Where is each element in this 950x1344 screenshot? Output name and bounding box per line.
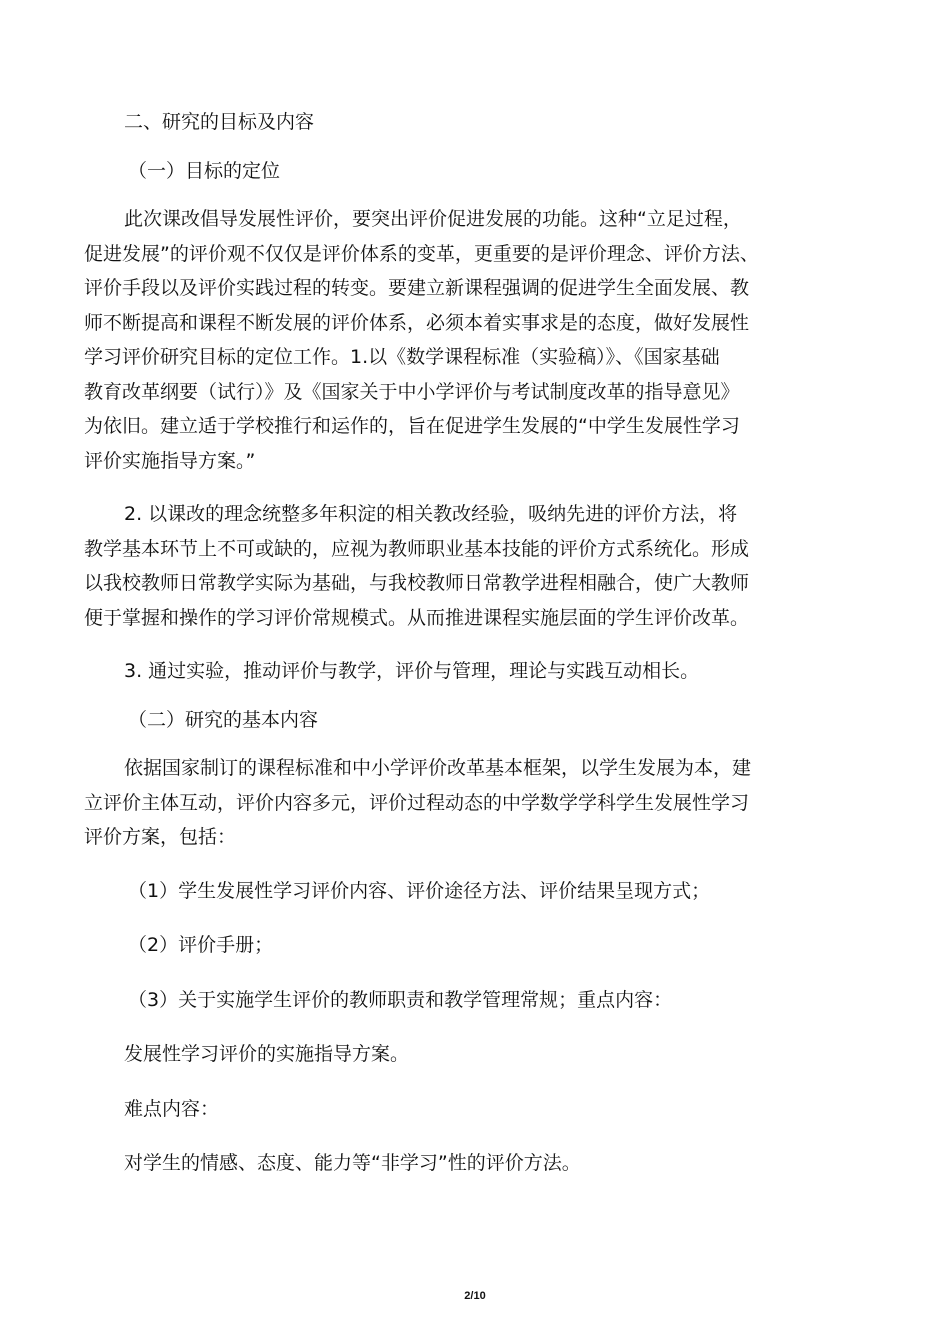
paragraph-line: 立评价主体互动，评价内容多元，评价过程动态的中学数学学科学生发展性学习 <box>84 791 750 814</box>
paragraph-line: 教学基本环节上不可或缺的，应视为教师职业基本技能的评价方式系统化。形成 <box>84 537 750 560</box>
key-content-text: 发展性学习评价的实施指导方案。 <box>124 1043 410 1065</box>
difficulty-content <box>84 1146 866 1181</box>
paragraph-line: 评价方案，包括： <box>84 826 237 848</box>
paragraph-item-3 <box>84 654 866 689</box>
paragraph-line: 评价手段以及评价实践过程的转变。要建立新课程强调的促进学生全面发展、教 <box>84 277 750 299</box>
list-item <box>84 874 866 909</box>
paragraph-line: 评价实施指导方案。” <box>84 449 256 472</box>
paragraph-line: 以我校教师日常教学实际为基础，与我校教师日常教学进程相融合，使广大教师 <box>84 572 750 594</box>
sub-heading-goal <box>84 154 866 189</box>
paragraph-line: 学习评价研究目标的定位工作。1.以《数学课程标准（实验稿）》、《国家基础 <box>84 346 720 368</box>
section-heading <box>84 105 866 140</box>
paragraph-line: 教育改革纲要（试行）》及《国家关于中小学评价与考试制度改革的指导意见》 <box>84 380 740 403</box>
page-number: 2/10 <box>464 1290 486 1302</box>
document-body <box>84 105 866 1181</box>
list-item-text: （1）学生发展性学习评价内容、评价途径方法、评价结果呈现方式； <box>128 879 711 902</box>
paragraph-line: 为依旧。建立适于学校推行和运作的，旨在促进学生发展的“中学生发展性学习 <box>84 415 740 437</box>
list-item-text: （2）评价手册； <box>128 934 274 956</box>
sub-heading-goal-text: （一）目标的定位 <box>128 159 281 182</box>
paragraph-item-2 <box>84 497 866 635</box>
paragraph-line: 2. 以课改的理念统整多年积淀的相关教改经验，吸纳先进的评价方法，将 <box>124 503 738 525</box>
paragraph-goal-positioning <box>84 202 866 478</box>
difficulty-label-text: 难点内容： <box>124 1097 220 1120</box>
list-item-text: （3）关于实施学生评价的教师职责和教学管理常规；重点内容： <box>128 988 673 1011</box>
sub-heading-content-text: （二）研究的基本内容 <box>128 708 319 731</box>
key-content <box>84 1037 866 1072</box>
paragraph-line: 便于掌握和操作的学习评价常规模式。从而推进课程实施层面的学生评价改革。 <box>84 606 750 629</box>
paragraph-line: 促进发展”的评价观不仅仅是评价体系的变革，更重要的是评价理念、评价方法、 <box>84 242 759 265</box>
difficulty-content-text: 对学生的情感、态度、能力等“非学习”性的评价方法。 <box>124 1152 581 1174</box>
paragraph-basis <box>84 751 866 855</box>
sub-heading-content <box>84 703 866 738</box>
paragraph-line: 3. 通过实验，推动评价与教学，评价与管理，理论与实践互动相长。 <box>124 660 700 682</box>
list-item <box>84 928 866 963</box>
difficulty-label <box>84 1092 866 1127</box>
list-item <box>84 983 866 1018</box>
paragraph-line: 依据国家制订的课程标准和中小学评价改革基本框架，以学生发展为本，建 <box>124 757 752 779</box>
paragraph-line: 师不断提高和课程不断发展的评价体系，必须本着实事求是的态度，做好发展性 <box>84 311 750 334</box>
section-heading-text: 二、研究的目标及内容 <box>124 111 315 133</box>
paragraph-line: 此次课改倡导发展性评价，要突出评价促进发展的功能。这种“立足过程， <box>124 208 742 230</box>
